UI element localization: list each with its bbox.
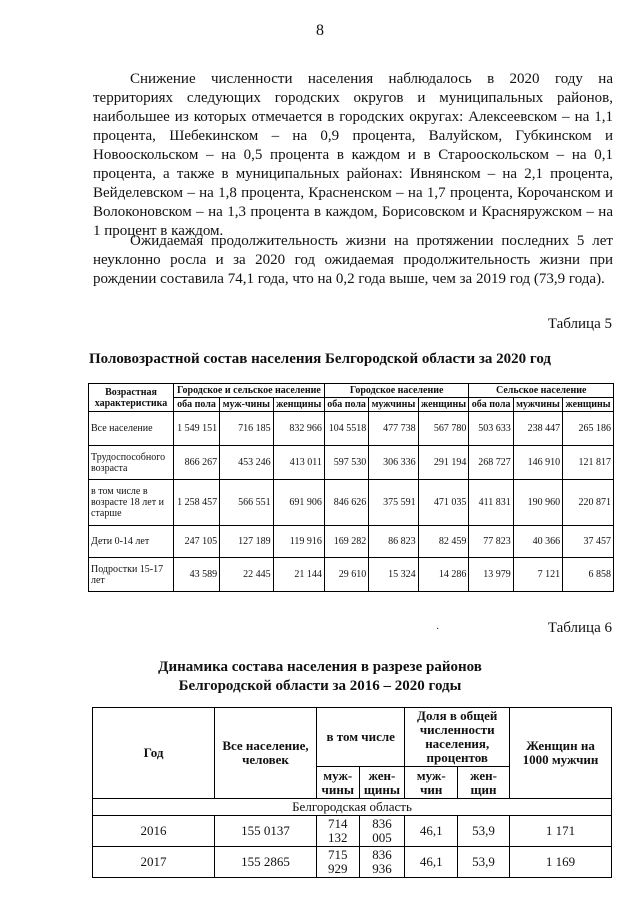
cell: 247 105 — [174, 526, 220, 558]
row-label: Дети 0-14 лет — [89, 526, 174, 558]
paragraph-text: Ожидаемая продолжительность жизни на протяжении последних 5 лет неуклонно росла и за 2020 год ожидаемая продолжительность жизни при рождении составила 74,1 года, что на 0,2 года выше, чем за 2019 год (73,9 года). — [93, 233, 613, 287]
cell: 77 823 — [469, 526, 513, 558]
cell: 146 910 — [513, 446, 562, 480]
cell: 265 186 — [563, 412, 614, 446]
subheader-cell: оба пола — [469, 398, 513, 412]
cell: 291 194 — [418, 446, 469, 480]
cell: 86 823 — [369, 526, 418, 558]
row-label: в том числе в возрасте 18 лет и старше — [89, 480, 174, 526]
table-row — [89, 446, 614, 480]
subheader-cell: женщины — [273, 398, 324, 412]
cell-women-pct: 53,9 — [458, 816, 510, 847]
cell: 43 589 — [174, 558, 220, 592]
table6-section-row — [93, 799, 612, 816]
cell: 6 858 — [563, 558, 614, 592]
subheader-cell: мужчины — [369, 398, 418, 412]
table-row — [89, 480, 614, 526]
table6-header-row — [93, 708, 612, 767]
table-row — [89, 526, 614, 558]
cell: 13 979 — [469, 558, 513, 592]
cell: 1 258 457 — [174, 480, 220, 526]
cell-men: 714 132 — [317, 816, 360, 847]
cell: 29 610 — [324, 558, 368, 592]
cell: 716 185 — [220, 412, 273, 446]
cell-women-pct: 53,9 — [458, 847, 510, 878]
header-cell: Городское население — [324, 384, 469, 398]
cell: 453 246 — [220, 446, 273, 480]
cell: 375 591 — [369, 480, 418, 526]
cell: 566 551 — [220, 480, 273, 526]
table-row — [89, 412, 614, 446]
table5-header-row — [89, 384, 614, 398]
table-row — [89, 558, 614, 592]
header-including: в том числе — [317, 708, 405, 767]
cell-women: 836 005 — [359, 816, 405, 847]
cell: 14 286 — [418, 558, 469, 592]
header-year: Год — [93, 708, 215, 799]
subheader-cell: женщины — [418, 398, 469, 412]
cell: 413 011 — [273, 446, 324, 480]
cell: 82 459 — [418, 526, 469, 558]
cell-men-pct: 46,1 — [405, 816, 458, 847]
cell: 21 144 — [273, 558, 324, 592]
cell-women: 836 936 — [359, 847, 405, 878]
row-label: Все население — [89, 412, 174, 446]
header-cell: Сельское население — [469, 384, 614, 398]
cell: 121 817 — [563, 446, 614, 480]
paragraph-life-expectancy — [93, 232, 613, 289]
header-men: муж-чины — [317, 767, 360, 799]
table6-caption: Таблица 6 — [547, 620, 612, 636]
header-total: Все население, человек — [215, 708, 317, 799]
cell: 691 906 — [273, 480, 324, 526]
cell: 567 780 — [418, 412, 469, 446]
cell: 40 366 — [513, 526, 562, 558]
table5-caption: Таблица 5 — [547, 316, 612, 332]
header-women-pct: жен-щин — [458, 767, 510, 799]
row-label: Подростки 15-17 лет — [89, 558, 174, 592]
cell: 104 5518 — [324, 412, 368, 446]
cell-total: 155 2865 — [215, 847, 317, 878]
cell-year: 2017 — [93, 847, 215, 878]
table-row — [93, 816, 612, 847]
cell: 238 447 — [513, 412, 562, 446]
subheader-cell: оба пола — [174, 398, 220, 412]
table6 — [92, 707, 612, 878]
cell: 306 336 — [369, 446, 418, 480]
row-label: Трудоспособного возраста — [89, 446, 174, 480]
subheader-cell: оба пола — [324, 398, 368, 412]
cell: 119 916 — [273, 526, 324, 558]
subheader-cell: муж-чины — [220, 398, 273, 412]
header-cell: Городское и сельское население — [174, 384, 325, 398]
cell-men: 715 929 — [317, 847, 360, 878]
cell: 169 282 — [324, 526, 368, 558]
cell: 846 626 — [324, 480, 368, 526]
paragraph-population-decline — [93, 70, 613, 241]
paragraph-text: Снижение численности населения наблюдалось в 2020 году на территориях следующих городских округов и муниципальных районов, наибольшее из которых отмечается в городских округах: Алексеевском – на 1,1 процента, Шебекинском – на 0,9 процента, Валуйском, Губкинском и Новооскольском – на 0,5 процента в каждом и в Старооскольском – на 0,1 процента, а также в муниципальных районах: Ивнянском – на 2,1 процента, Вейделевском – на 1,8 процента, Красненском – на 1,7 процента, Корочанском и Волоконовском – на 1,3 процента в каждом, Борисовском и Красняружском – на 1 процент в каждом. — [93, 71, 613, 239]
cell-men-pct: 46,1 — [405, 847, 458, 878]
cell: 7 121 — [513, 558, 562, 592]
header-men-pct: муж-чин — [405, 767, 458, 799]
cell: 866 267 — [174, 446, 220, 480]
table6-title-line1: Динамика состава населения в разрезе районов — [158, 659, 482, 675]
subheader-cell: мужчины — [513, 398, 562, 412]
cell-ratio: 1 169 — [510, 847, 612, 878]
cell: 127 189 — [220, 526, 273, 558]
cell: 503 633 — [469, 412, 513, 446]
cell: 477 738 — [369, 412, 418, 446]
section-label: Белгородская область — [93, 799, 612, 816]
table6-title — [0, 658, 640, 696]
page-number: 8 — [316, 22, 324, 39]
subheader-cell: женщины — [563, 398, 614, 412]
cell: 1 549 151 — [174, 412, 220, 446]
cell: 471 035 — [418, 480, 469, 526]
cell-total: 155 0137 — [215, 816, 317, 847]
table-row — [93, 847, 612, 878]
cell: 268 727 — [469, 446, 513, 480]
cell: 597 530 — [324, 446, 368, 480]
cell: 37 457 — [563, 526, 614, 558]
cell-year: 2016 — [93, 816, 215, 847]
cell: 22 445 — [220, 558, 273, 592]
cell: 220 871 — [563, 480, 614, 526]
cell: 411 831 — [469, 480, 513, 526]
header-women: жен-щины — [359, 767, 405, 799]
table5-title: Половозрастной состав населения Белгородской области за 2020 год — [88, 351, 552, 367]
cell-ratio: 1 171 — [510, 816, 612, 847]
cell: 190 960 — [513, 480, 562, 526]
table5 — [88, 383, 614, 592]
scan-speck: · — [436, 624, 440, 635]
header-share: Доля в общей численности населения, процентов — [405, 708, 510, 767]
table6-title-line2: Белгородской области за 2016 – 2020 годы — [178, 678, 462, 694]
cell: 832 966 — [273, 412, 324, 446]
cell: 15 324 — [369, 558, 418, 592]
header-women-per-1000: Женщин на 1000 мужчин — [510, 708, 612, 799]
header-cell: Возрастная характеристика — [89, 384, 174, 412]
